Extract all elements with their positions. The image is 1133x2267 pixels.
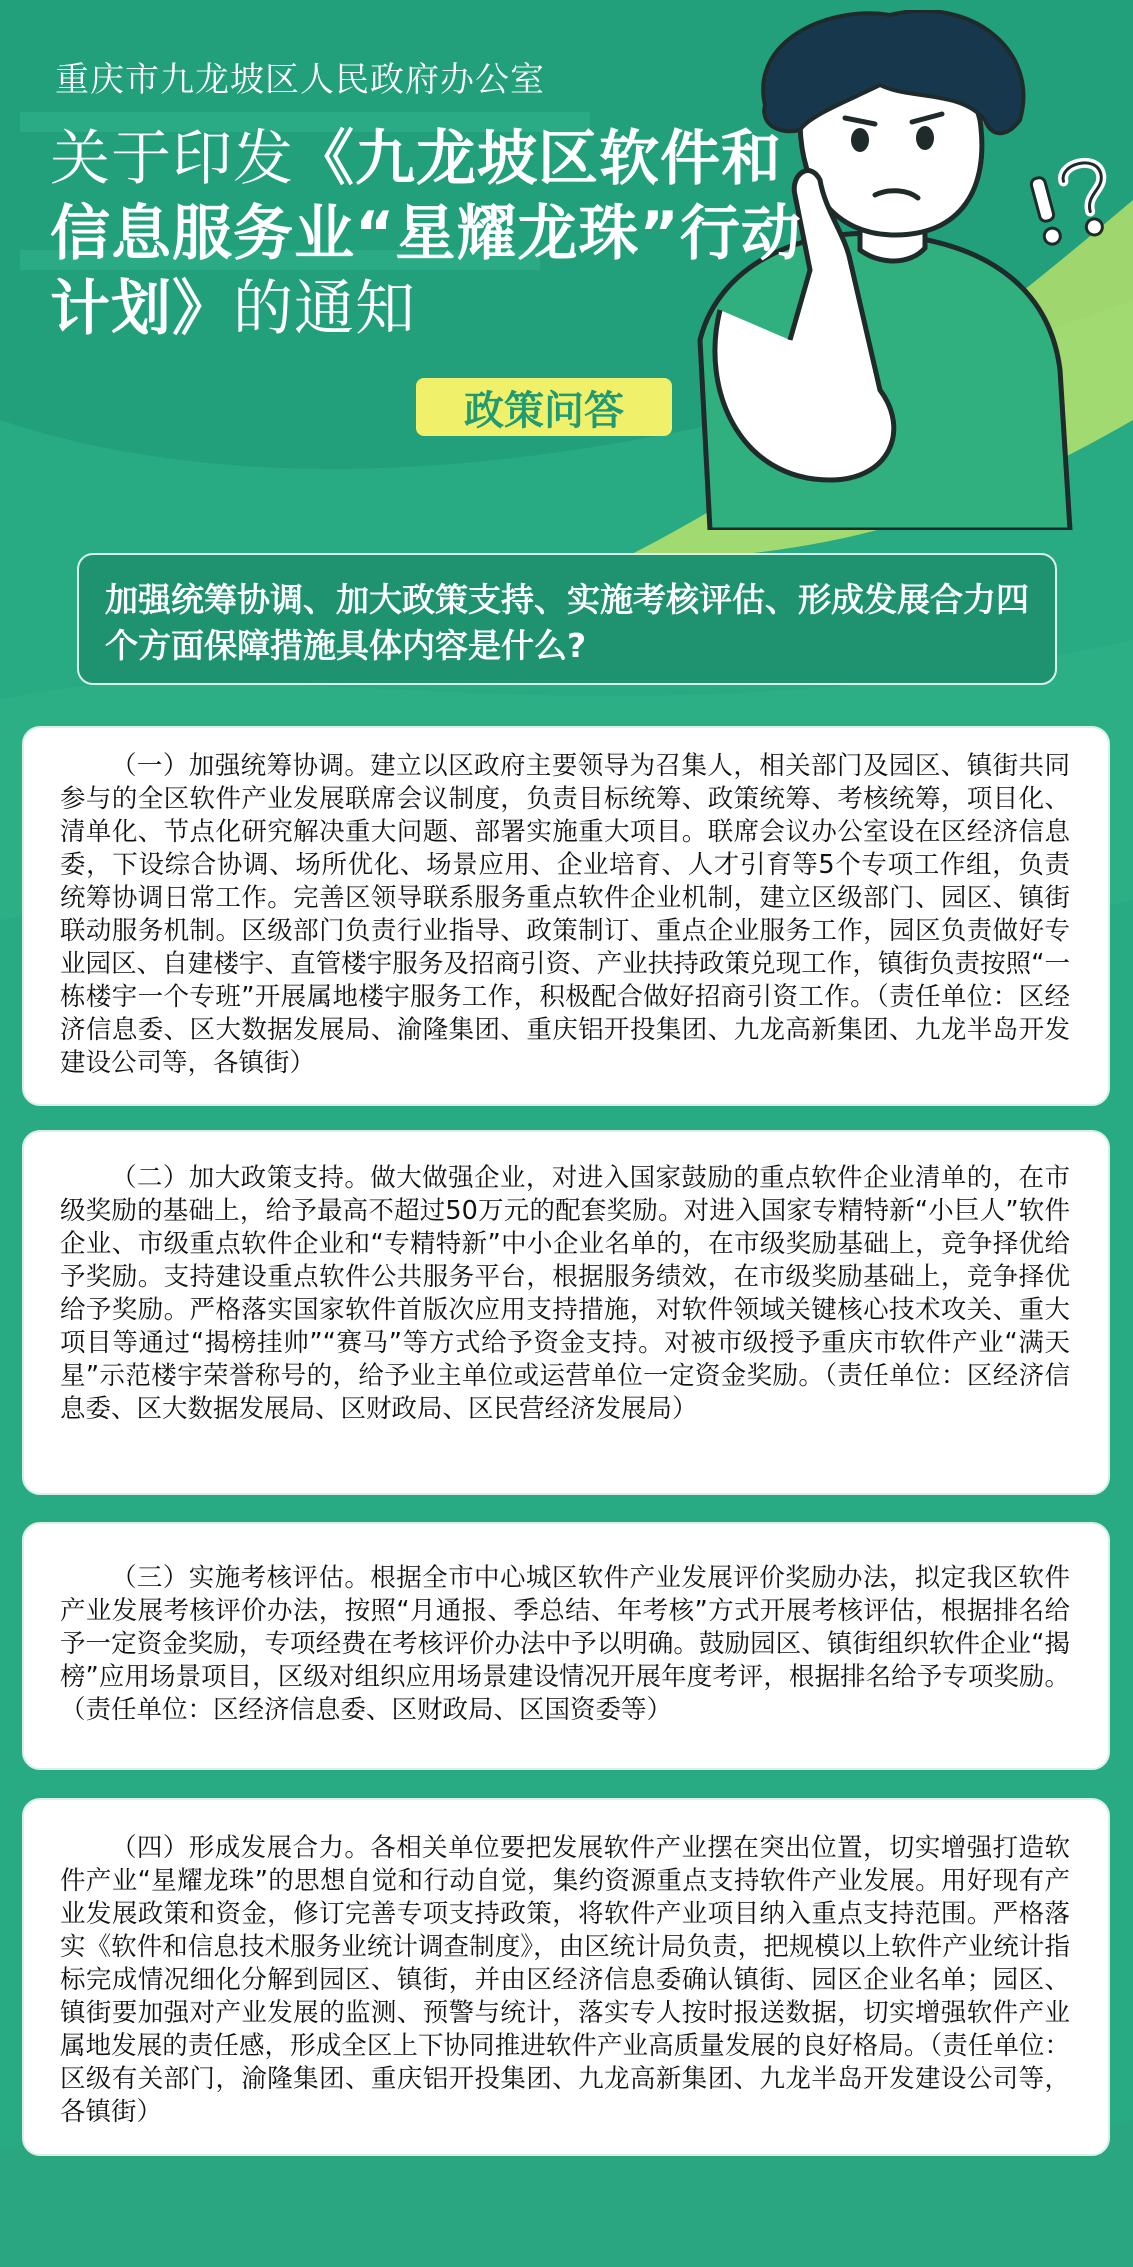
answer-card-2	[22, 1130, 1110, 1495]
answer-card-3	[22, 1522, 1110, 1770]
agency-name: 重庆市九龙坡区人民政府办公室	[55, 60, 545, 100]
title-document-name: 《九龙坡区软件和信息服务业“星耀龙珠”行动计划》	[50, 124, 802, 344]
title-suffix: 的通知	[233, 274, 416, 344]
answer-text-3: （三）实施考核评估。根据全市中心城区软件产业发展评价奖励办法，拟定我区软件产业发展考核评价办法，按照“月通报、季总结、年考核”方式开展考核评估，根据排名给予一定资金奖励，专项经费在考核评价办法中予以明确。鼓励园区、镇街组织软件企业“揭榜”应用场景项目，区级对组织应用场景建设情况开展年度考评，根据排名给予专项奖励。（责任单位：区经济信息委、区财政局、区国资委等）	[60, 1563, 1070, 1725]
question-box: 加强统筹协调、加大政策支持、实施考核评估、形成发展合力四个方面保障措施具体内容是什么?	[77, 553, 1057, 685]
answer-text-2: （二）加大政策支持。做大做强企业，对进入国家鼓励的重点软件企业清单的，在市级奖励的基础上，给予最高不超过50万元的配套奖励。对进入国家专精特新“小巨人”软件企业、市级重点软件企业和“专精特新”中小企业名单的，在市级奖励基础上，竞争择优给予奖励。支持建设重点软件公共服务平台，根据服务绩效，在市级奖励基础上，竞争择优给予奖励。严格落实国家软件首版次应用支持措施，对软件领域关键核心技术攻关、重大项目等通过“揭榜挂帅”“赛马”等方式给予资金支持。对被市级授予重庆市软件产业“满天星”示范楼宇荣誉称号的，给予业主单位或运营单位一定资金奖励。（责任单位：区经济信息委、区大数据发展局、区财政局、区民营经济发展局）	[60, 1163, 1070, 1424]
answer-text-1: （一）加强统筹协调。建立以区政府主要领导为召集人，相关部门及园区、镇街共同参与的全区软件产业发展联席会议制度，负责目标统筹、政策统筹、考核统筹，项目化、清单化、节点化研究解决重大问题、部署实施重大项目。联席会议办公室设在区经济信息委，下设综合协调、场所优化、场景应用、企业培育、人才引育等5个专项工作组，负责统筹协调日常工作。完善区领导联系服务重点软件企业机制，建立区级部门、园区、镇街联动服务机制。区级部门负责行业指导、政策制订、重点企业服务工作，园区负责做好专业园区、自建楼宇、直管楼宇服务及招商引资、产业扶持政策兑现工作，镇街负责按照“一栋楼宇一个专班”开展属地楼宇服务工作，积极配合做好招商引资工作。（责任单位：区经济信息委、区大数据发展局、渝隆集团、重庆铝开投集团、九龙高新集团、九龙半岛开发建设公司等，各镇街）	[60, 751, 1070, 1078]
exclamation-question-icon	[1028, 159, 1116, 248]
answer-card-4	[22, 1798, 1110, 2156]
policy-qa-badge: 政策问答	[416, 378, 672, 436]
title-prefix: 关于印发	[50, 124, 294, 194]
page-title	[50, 122, 810, 347]
answer-text-4: （四）形成发展合力。各相关单位要把发展软件产业摆在突出位置，切实增强打造软件产业“星耀龙珠”的思想自觉和行动自觉，集约资源重点支持软件产业发展。用好现有产业发展政策和资金，修订完善专项支持政策，将软件产业项目纳入重点支持范围。严格落实《软件和信息技术服务业统计调查制度》，由区统计局负责，把规模以上软件产业统计指标完成情况细化分解到园区、镇街，并由区经济信息委确认镇街、园区企业名单；园区、镇街要加强对产业发展的监测、预警与统计，落实专人按时报送数据，切实增强软件产业属地发展的责任感，形成全区上下协同推进软件产业高质量发展的良好格局。（责任单位：区级有关部门，渝隆集团、重庆铝开投集团、九龙高新集团、九龙半岛开发建设公司等，各镇街）	[60, 1833, 1070, 2127]
answer-card-1	[22, 726, 1110, 1106]
